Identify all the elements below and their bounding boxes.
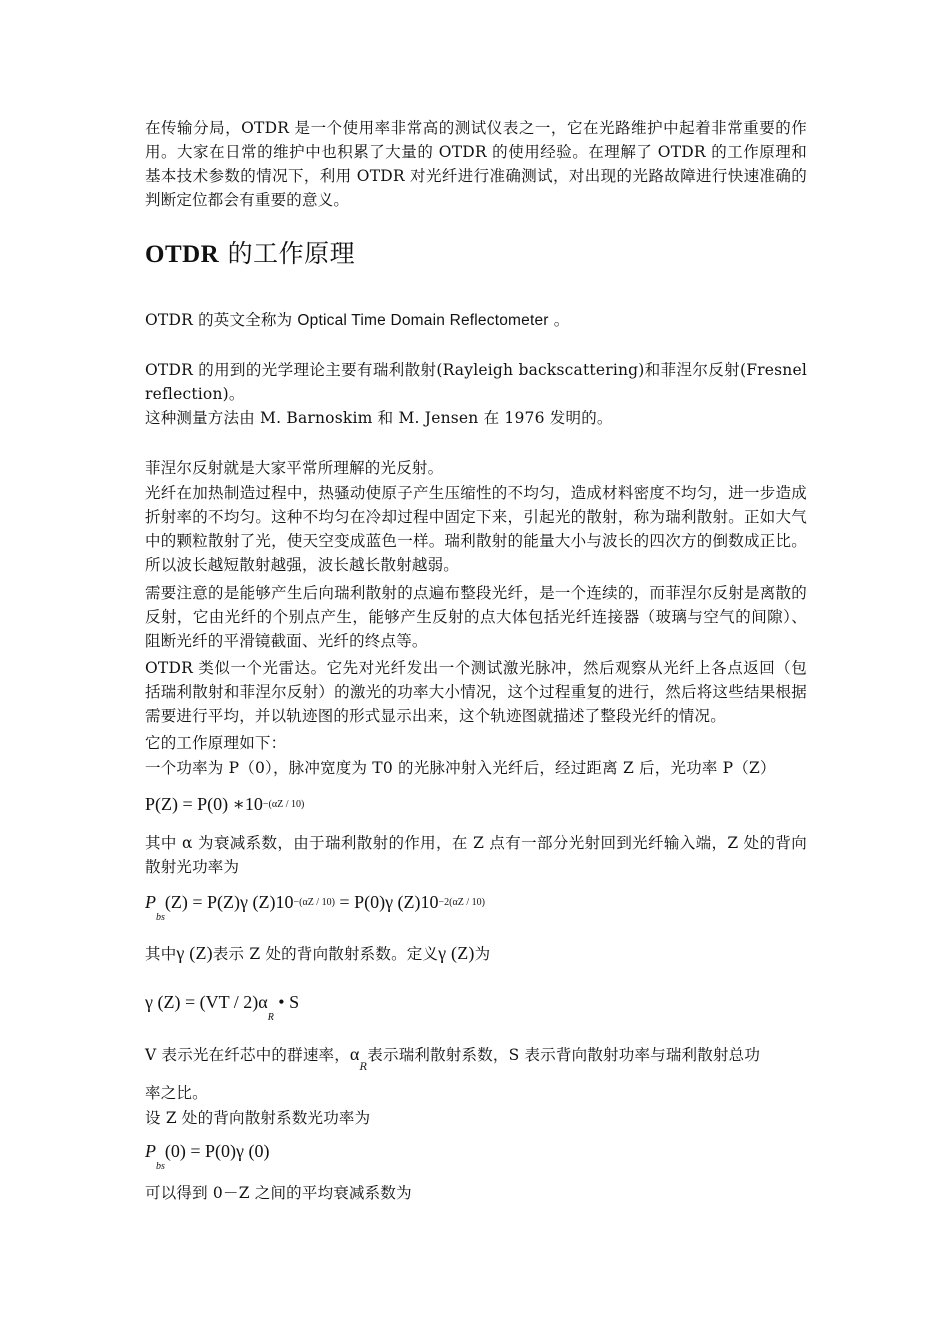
v-line-cont: 率之比。 bbox=[145, 1084, 208, 1102]
formula-backscatter bbox=[145, 889, 485, 923]
gamma-line-b: 表示 Z 处的背向散射系数。定义 bbox=[212, 945, 439, 963]
theory-paragraph: OTDR 的用到的光学理论主要有瑞利散射(Rayleigh backscattering)和菲涅尔反射(Fresnel reflection)。 bbox=[145, 361, 807, 403]
formula-gamma-tail: • S bbox=[273, 992, 300, 1012]
full-name-line bbox=[145, 308, 807, 333]
full-name-suffix: 。 bbox=[548, 311, 570, 329]
power-line: 一个功率为 P（0），脉冲宽度为 T0 的光脉冲射入光纤后，经过距离 Z 后，光功率 P（Z） bbox=[145, 759, 776, 777]
v-line-a: V 表示光在纤芯中的群速率， bbox=[145, 1046, 350, 1064]
formula-backscatter-mid: (Z) = P(Z)γ (Z)10 bbox=[164, 892, 294, 912]
gamma-symbol-1: γ (Z) bbox=[176, 943, 213, 963]
formula-backscatter-exp2: −2(αZ / 10) bbox=[438, 897, 485, 908]
formula-backscatter-p: P bbox=[145, 892, 156, 912]
formula-initial-sub: bs bbox=[156, 1161, 165, 1172]
formula-backscatter-exp1: −(αZ / 10) bbox=[293, 897, 335, 908]
radar-paragraph: OTDR 类似一个光雷达。它先对光纤发出一个测试激光脉冲，然后观察从光纤上各点返回（包括瑞利散射和菲涅尔反射）的激光的功率大小情况，这个过程重复的进行，然后将这些结果根据需要进行平均，并以轨迹图的形式显示出来，这个轨迹图就描述了整段光纤的情况。 bbox=[145, 659, 807, 725]
heading-rest: 的工作原理 bbox=[219, 239, 356, 268]
gamma-line-c: 为 bbox=[474, 945, 491, 963]
avg-line: 可以得到 0－Z 之间的平均衰减系数为 bbox=[145, 1184, 412, 1202]
alpha-paragraph: 其中 α 为衰减系数，由于瑞利散射的作用，在 Z 点有一部分光射回到光纤输入端，Z 处的背向散射光功率为 bbox=[145, 834, 807, 876]
gamma-symbol-2: γ (Z) bbox=[438, 943, 475, 963]
formula-initial-p: P bbox=[145, 1141, 156, 1161]
gamma-line bbox=[145, 941, 807, 966]
set-line: 设 Z 处的背向散射系数光功率为 bbox=[145, 1109, 371, 1127]
formula-backscatter-eq: = P(0)γ (Z)10 bbox=[334, 892, 439, 912]
formula-gamma bbox=[145, 989, 300, 1023]
formula-backscatter-sub: bs bbox=[156, 912, 165, 923]
formula-gamma-main: γ (Z) = (VT / 2)α bbox=[145, 992, 268, 1012]
rayleigh-paragraph: 光纤在加热制造过程中，热骚动使原子产生压缩性的不均匀，造成材料密度不均匀，进一步造成折射率的不均匀。这种不均匀在冷却过程中固定下来，引起光的散射，称为瑞利散射。正如大气中的颗粒散射了光，使天空变成蓝色一样。瑞利散射的能量大小与波长的四次方的倒数成正比。所以波长越短散射越强，波长越长散射越弱。 bbox=[145, 484, 807, 574]
formula-gamma-sub: R bbox=[267, 1012, 274, 1023]
alpha-r-symbol: α bbox=[349, 1044, 360, 1064]
principle-line: 它的工作原理如下： bbox=[145, 734, 287, 752]
v-line bbox=[145, 1042, 807, 1073]
heading-bold: OTDR bbox=[145, 241, 220, 268]
intro-paragraph: 在传输分局，OTDR 是一个使用率非常高的测试仪表之一，它在光路维护中起着非常重要的作用。大家在日常的维护中也积累了大量的 OTDR 的使用经验。在理解了 OTDR 的工作原理和基本技术参数的情况下，利用 OTDR 对光纤进行准确测试，对出现的光路故障进行快速准确的判断定位都会有重要的意义。 bbox=[145, 119, 807, 209]
full-name-english: Optical Time Domain Reflectometer bbox=[297, 312, 549, 329]
formula-initial-rest: (0) = P(0)γ (0) bbox=[164, 1141, 270, 1161]
invented-line: 这种测量方法由 M. Barnoskim 和 M. Jensen 在 1976 发明的。 bbox=[145, 409, 613, 427]
formula-power bbox=[145, 791, 304, 821]
alpha-r-sub: R bbox=[359, 1062, 368, 1073]
formula-initial bbox=[145, 1138, 270, 1172]
fresnel-line: 菲涅尔反射就是大家平常所理解的光反射。 bbox=[145, 459, 444, 477]
formula-power-exponent: −(αZ / 10) bbox=[262, 799, 305, 810]
formula-power-main: P(Z) = P(0) ∗10 bbox=[145, 794, 263, 814]
gamma-line-a: 其中 bbox=[145, 945, 177, 963]
v-line-b: 表示瑞利散射系数，S 表示背向散射功率与瑞利散射总功 bbox=[367, 1046, 761, 1064]
full-name-prefix: OTDR 的英文全称为 bbox=[145, 311, 298, 329]
section-heading bbox=[145, 236, 355, 273]
note-paragraph: 需要注意的是能够产生后向瑞利散射的点遍布整段光纤，是一个连续的，而菲涅尔反射是离散的反射，它由光纤的个别点产生，能够产生反射的点大体包括光纤连接器（玻璃与空气的间隙）、阻断光纤的平滑镜截面、光纤的终点等。 bbox=[145, 584, 807, 650]
